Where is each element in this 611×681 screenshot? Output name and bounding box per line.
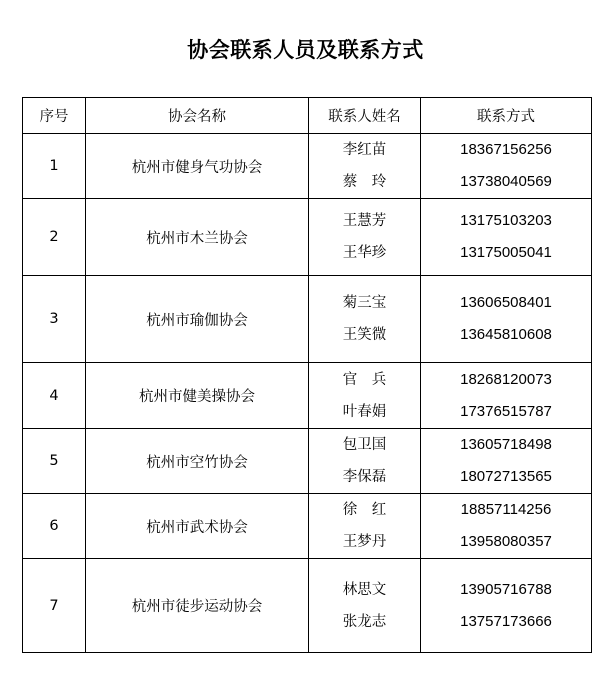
contact-name: 官 兵	[342, 371, 387, 388]
row-no: 1	[23, 134, 86, 199]
contact-phone: 18268120073	[460, 370, 552, 388]
contact-phones	[421, 494, 592, 559]
contact-names	[309, 199, 421, 276]
header-contact-name: 联系人姓名	[309, 98, 421, 134]
contact-names	[309, 494, 421, 559]
contact-phone: 13757173666	[460, 612, 552, 630]
contact-phone: 13645810608	[460, 326, 552, 343]
association-name: 杭州市健身气功协会	[86, 134, 309, 199]
contact-name: 王慧芳	[342, 213, 387, 229]
row-no: 2	[23, 199, 86, 276]
contact-name: 李保磊	[342, 469, 387, 485]
contact-name: 张龙志	[342, 613, 387, 630]
contact-phones	[421, 134, 592, 199]
contact-name: 王笑微	[342, 327, 387, 343]
table-header-row	[23, 98, 592, 134]
association-name: 杭州市武术协会	[86, 494, 309, 559]
page-title: 协会联系人员及联系方式	[187, 38, 424, 62]
contact-names	[309, 276, 421, 363]
contact-name: 叶春娟	[342, 403, 387, 420]
row-no: 6	[23, 494, 86, 559]
contact-name: 林思文	[342, 581, 387, 598]
table-row	[23, 494, 592, 559]
header-contact-info: 联系方式	[421, 98, 592, 134]
association-name: 杭州市空竹协会	[86, 429, 309, 494]
contact-name: 蔡 玲	[342, 174, 387, 190]
contact-phone: 13738040569	[460, 173, 552, 190]
contact-phones	[421, 559, 592, 653]
contact-phones	[421, 276, 592, 363]
row-no: 5	[23, 429, 86, 494]
contact-name: 李红苗	[342, 142, 387, 158]
association-name: 杭州市健美操协会	[86, 363, 309, 429]
table-row	[23, 363, 592, 429]
association-name: 杭州市徒步运动协会	[86, 559, 309, 653]
association-name: 杭州市瑜伽协会	[86, 276, 309, 363]
row-no: 3	[23, 276, 86, 363]
table-row	[23, 429, 592, 494]
contact-phone: 13958080357	[460, 533, 552, 550]
contact-phone: 17376515787	[460, 402, 552, 420]
contact-phone: 18072713565	[460, 468, 552, 485]
row-no: 7	[23, 559, 86, 653]
contact-phones	[421, 429, 592, 494]
contact-name: 菊三宝	[342, 295, 387, 311]
contacts-table	[22, 97, 592, 653]
contact-phone: 13905716788	[460, 580, 552, 598]
table-row	[23, 134, 592, 199]
contact-phones	[421, 363, 592, 429]
contact-name: 徐 红	[342, 502, 387, 518]
association-name: 杭州市木兰协会	[86, 199, 309, 276]
header-association: 协会名称	[86, 98, 309, 134]
contact-names	[309, 559, 421, 653]
contact-phone: 13175005041	[460, 244, 552, 261]
table-row	[23, 276, 592, 363]
table-row	[23, 559, 592, 653]
contact-names	[309, 134, 421, 199]
contact-names	[309, 429, 421, 494]
contact-name: 王华珍	[342, 245, 387, 261]
contact-names	[309, 363, 421, 429]
header-no: 序号	[23, 98, 86, 134]
contact-phone: 18857114256	[460, 501, 552, 518]
table-row	[23, 199, 592, 276]
contact-phones	[421, 199, 592, 276]
contact-name: 王梦丹	[342, 534, 387, 550]
contact-phone: 13605718498	[460, 436, 552, 453]
contact-phone: 13606508401	[460, 294, 552, 311]
contact-phone: 18367156256	[460, 141, 552, 158]
row-no: 4	[23, 363, 86, 429]
contact-name: 包卫国	[342, 437, 387, 453]
contact-phone: 13175103203	[460, 212, 552, 229]
